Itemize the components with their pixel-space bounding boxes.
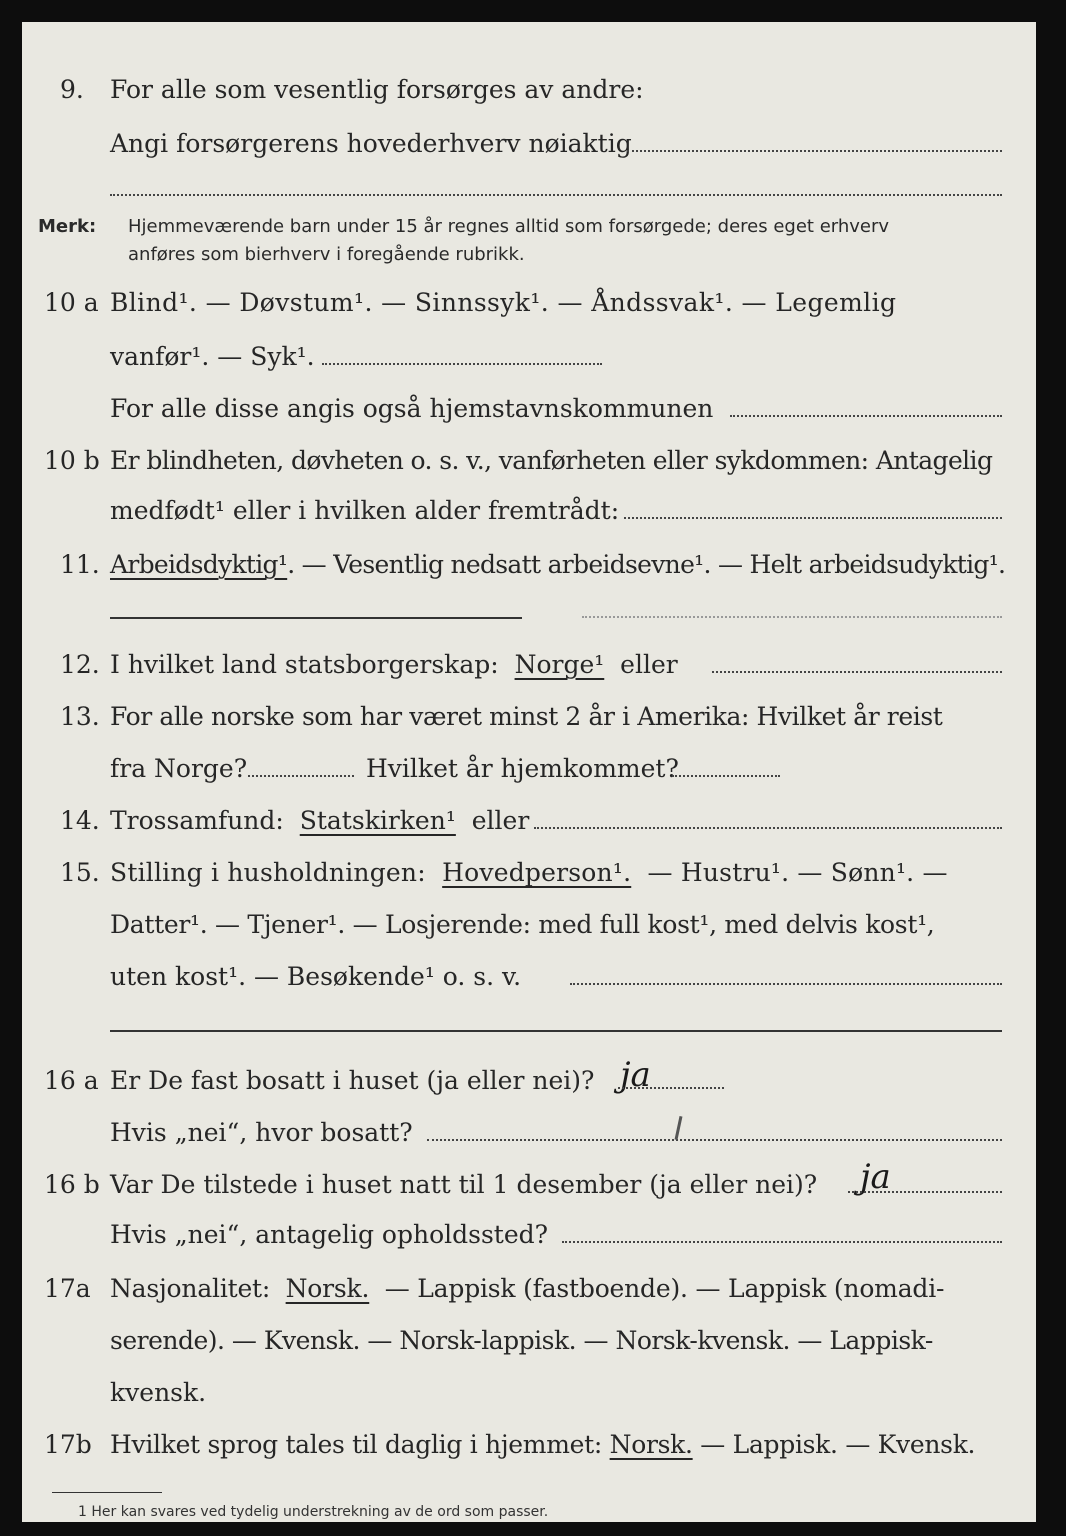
question-9-answer-line-2 (110, 194, 1002, 196)
question-17a-number: 17a (44, 1274, 91, 1303)
question-17b-options-rest: — Lappisk. — Kvensk. (700, 1430, 976, 1459)
option-arbeidsdyktig-underlined: Arbeidsdyktig¹ (110, 550, 288, 579)
question-10a-options: Blind¹. — Døvstum¹. — Sinnssyk¹. — Åndssvak¹. — Legemlig (110, 288, 897, 317)
question-9-text: For alle som vesentlig forsørges av andre: (110, 75, 644, 104)
question-15-answer-rule (110, 1030, 1002, 1032)
question-15-options-cont: Datter¹. — Tjener¹. — Losjerende: med full kost¹, med delvis kost¹, (110, 910, 935, 939)
census-form-page (22, 22, 1036, 1522)
option-hovedperson-underlined: Hovedperson¹. (442, 858, 632, 887)
question-16a-residence-line (427, 1139, 1002, 1141)
question-11-number: 11. (60, 550, 100, 579)
question-16a-residence: Hvis „nei“, hvor bosatt? (110, 1118, 413, 1147)
question-13-departure-line (248, 775, 354, 777)
question-15-prompt: Stilling i husholdningen: (110, 858, 426, 887)
question-10a-number: 10 a (44, 288, 99, 317)
question-12-answer-line (712, 671, 1002, 673)
question-9-answer-line (627, 150, 1002, 152)
question-17b-prompt: Hvilket sprog tales til daglig i hjemmet: (110, 1430, 602, 1459)
question-17b-text (110, 1432, 975, 1457)
question-9-provider-text: Angi forsørgerens hovederhverv nøiaktig (110, 129, 632, 158)
question-16a-number: 16 a (44, 1066, 99, 1095)
handwritten-stroke (675, 1116, 683, 1140)
question-15-options-cont-2: uten kost¹. — Besøkende¹ o. s. v. (110, 962, 522, 991)
question-10b-text: Er blindheten, døvheten o. s. v., vanførheten eller sykdommen: Antagelig (110, 446, 993, 475)
question-11-answer-line (582, 616, 1002, 618)
question-16b-answer-line (848, 1191, 1002, 1193)
question-16b-whereabouts: Hvis „nei“, antagelig opholdssted? (110, 1220, 549, 1249)
question-13-return-year: Hvilket år hjemkommet? (366, 754, 679, 783)
question-16a-answer-line (618, 1087, 724, 1089)
question-16b-whereabouts-line (562, 1241, 1002, 1243)
question-17a-prompt: Nasjonalitet: (110, 1274, 271, 1303)
question-16a-handwritten-answer: ja (620, 1055, 651, 1095)
question-16b-number: 16 b (44, 1170, 100, 1199)
note-text-line-1: Hjemmeværende barn under 15 år regnes alltid som forsørgede; deres eget erhverv (128, 216, 890, 237)
question-17a-options-rest: — Lappisk (fastboende). — Lappisk (nomadi- (384, 1274, 945, 1303)
question-12-or: eller (620, 650, 678, 679)
question-17b-number: 17b (44, 1430, 92, 1459)
question-16b-text: Var De tilstede i huset natt til 1 desember (ja eller nei)? (110, 1170, 818, 1199)
question-14-or: eller (471, 806, 530, 835)
question-10a-options-cont: vanfør¹. — Syk¹. (110, 342, 315, 371)
note-label: Merk: (38, 216, 97, 237)
question-16a-text: Er De fast bosatt i huset (ja eller nei)? (110, 1066, 595, 1095)
question-10a-answer-line (322, 363, 602, 365)
question-9-number: 9. (60, 75, 84, 104)
question-17a-options (110, 1276, 944, 1301)
question-14-number: 14. (60, 806, 100, 835)
question-10b-text-cont: medfødt¹ eller i hvilken alder fremtrådt: (110, 496, 620, 525)
option-norsk-language-underlined: Norsk. (609, 1430, 693, 1459)
footnote-text: 1 Her kan svares ved tydelig understrekning av de ord som passer. (78, 1504, 549, 1520)
question-10a-municipality-line (730, 415, 1002, 417)
question-13-text: For alle norske som har været minst 2 år i Amerika: Hvilket år reist (110, 702, 943, 731)
question-16b-handwritten-answer: ja (860, 1157, 891, 1197)
question-12-number: 12. (60, 650, 100, 679)
question-10b-answer-line (624, 517, 1002, 519)
question-14-text (110, 808, 529, 833)
question-17a-options-cont-2: kvensk. (110, 1378, 207, 1407)
question-15-options-rest: — Hustru¹. — Sønn¹. — (647, 858, 948, 887)
question-10a-home-municipality: For alle disse angis også hjemstavnskommunen (110, 394, 714, 423)
question-11-options (110, 552, 1005, 577)
question-13-return-line (672, 775, 780, 777)
option-statskirken-underlined: Statskirken¹ (299, 806, 456, 835)
question-13-number: 13. (60, 702, 100, 731)
option-norge-underlined: Norge¹ (514, 650, 605, 679)
question-12-text (110, 652, 678, 677)
question-10b-number: 10 b (44, 446, 100, 475)
question-11-other-options: . — Vesentlig nedsatt arbeidsevne¹. — Helt arbeidsudyktig¹. (287, 550, 1006, 579)
question-14-prompt: Trossamfund: (110, 806, 284, 835)
question-11-answer-rule (110, 617, 522, 619)
question-17a-options-cont: serende). — Kvensk. — Norsk-lappisk. — Norsk-kvensk. — Lappisk- (110, 1326, 933, 1355)
question-15-answer-line (570, 983, 1002, 985)
question-12-prompt: I hvilket land statsborgerskap: (110, 650, 499, 679)
note-text-line-2: anføres som bierhverv i foregående rubrikk. (128, 244, 525, 265)
question-14-answer-line (534, 827, 1002, 829)
footnote-rule (52, 1492, 162, 1493)
question-15-number: 15. (60, 858, 100, 887)
question-15-options (110, 860, 948, 885)
question-13-departure-year: fra Norge? (110, 754, 248, 783)
option-norsk-underlined: Norsk. (285, 1274, 370, 1303)
